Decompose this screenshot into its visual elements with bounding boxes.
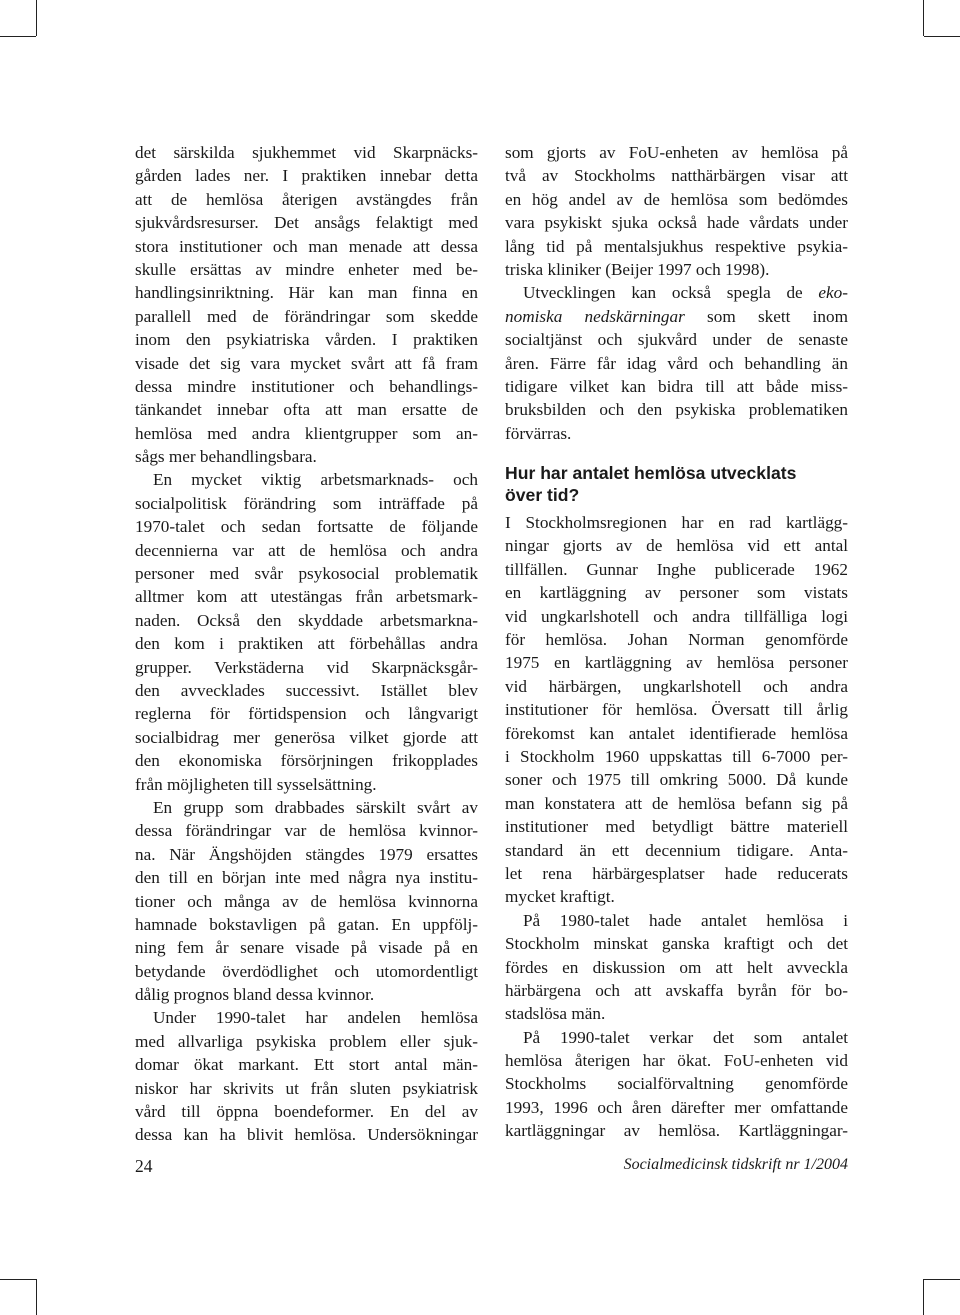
- crop-mark-top-left-v: [36, 0, 37, 36]
- paragraph: [505, 511, 848, 909]
- text-line: parallell med de förändringar som skedde: [135, 306, 478, 326]
- text-line: socialtjänst och sjukvård under de senaste: [505, 330, 848, 350]
- text-line: let rena härbärgesplatser hade reducerats: [505, 863, 848, 883]
- text-line: stadslösa män.: [505, 1004, 606, 1024]
- text-line: dålig prognos bland dessa kvinnor.: [135, 985, 375, 1005]
- text-line: dessa förändringar var de hemlösa kvinnor-: [135, 821, 478, 841]
- text-line: nomiska nedskärningar som skett inom: [505, 306, 848, 326]
- section-heading: [505, 462, 848, 506]
- text-line: vid ungkarlshotell och andra tillfälliga logi: [505, 606, 848, 626]
- text-line: na. När Ängshöjden stängdes 1979 ersattes: [135, 844, 478, 864]
- text-line: En grupp som drabbades särskilt svårt av: [153, 797, 478, 817]
- text-line: handlingsinriktning. Här kan man finna en: [135, 283, 478, 303]
- text-line: Under 1990-talet har andelen hemlösa: [153, 1008, 478, 1028]
- text-line: kartläggningar av hemlösa. Kartläggningar-: [505, 1121, 848, 1141]
- page-number: 24: [135, 1156, 153, 1176]
- text-line: Stockholm minskat ganska kraftigt och det: [505, 934, 848, 954]
- text-line: 1975 en kartläggning av hemlösa personer: [505, 653, 848, 673]
- paragraph: [505, 1026, 848, 1143]
- text-line: skulle ersättas av mindre enheter med be-: [135, 259, 478, 279]
- text-line: socialpolitisk förändring som inträffade på: [135, 493, 478, 513]
- crop-mark-top-right-v: [923, 0, 924, 36]
- text-line: Stockholms socialförvaltning genomförde: [505, 1074, 848, 1094]
- text-line: soner och 1975 till omkring 5000. Då kunde: [505, 770, 848, 790]
- crop-mark-bottom-left-h: [0, 1279, 36, 1280]
- paragraph: [505, 281, 848, 445]
- paragraph: [505, 141, 848, 281]
- crop-mark-top-left-h: [0, 36, 36, 37]
- text-line: sågs mer behandlingsbara.: [135, 447, 317, 467]
- text-line: hemlösa med andra klientgrupper som an-: [135, 423, 478, 443]
- crop-mark-bottom-right-h: [924, 1279, 960, 1280]
- text-line: betydande överdödlighet och utomordentligt: [135, 961, 478, 981]
- heading-line: över tid?: [505, 485, 580, 506]
- text-line: tioner och många av de hemlösa kvinnorna: [135, 891, 478, 911]
- heading-line: Hur har antalet hemlösa utvecklats: [505, 463, 797, 484]
- text-line: hemlösa återigen har ökat. FoU-enheten vid: [505, 1051, 848, 1071]
- paragraph: [135, 796, 478, 1007]
- text-line: hamnade bokstavligen på gatan. En uppfölj-: [135, 914, 478, 934]
- paragraph: [135, 468, 478, 795]
- text-line: dessa mindre institutioner och behandlings-: [135, 376, 478, 396]
- text-line: triska kliniker (Beijer 1997 och 1998).: [505, 259, 770, 279]
- text-line: institutioner för hemlösa. Översatt till årlig: [505, 700, 848, 720]
- crop-mark-bottom-left-v: [36, 1279, 37, 1315]
- left-column: [135, 141, 478, 1147]
- text-line: att de hemlösa återigen avstängdes från: [135, 189, 478, 209]
- text-line: i Stockholm 1960 uppskattas till 6-7000 per-: [505, 746, 848, 766]
- text-line: den till en början inte med några nya institu-: [135, 868, 478, 888]
- text-line: visade det sig vara mycket svårt att få fram: [135, 353, 478, 373]
- right-column: [505, 141, 848, 1143]
- text-line: med allvarliga psykiska problem eller sjuk-: [135, 1031, 478, 1051]
- text-line: 1970-talet och sedan fortsatte de följande: [135, 517, 478, 537]
- text-line: institutioner med betydligt bättre materiell: [505, 817, 848, 837]
- text-line: man konstatera att de hemlösa befann sig på: [505, 793, 848, 813]
- text-line: mycket kraftigt.: [505, 887, 615, 907]
- text-line: det särskilda sjukhemmet vid Skarpnäcks-: [135, 143, 478, 162]
- text-line: grupper. Verkstäderna vid Skarpnäcksgår-: [135, 657, 478, 677]
- crop-mark-bottom-right-v: [923, 1279, 924, 1315]
- text-line: för hemlösa. Johan Norman genomförde: [505, 630, 848, 650]
- text-line: alltmer kom att utestängas från arbetsmark-: [135, 587, 478, 607]
- text-line: dessa kan ha blivit hemlösa. Undersökningar: [135, 1125, 478, 1145]
- paragraph: [505, 909, 848, 1026]
- text-line: tillfällen. Gunnar Inghe publicerade 1962: [505, 559, 848, 579]
- text-line: förvärras.: [505, 423, 572, 443]
- crop-mark-top-right-h: [924, 36, 960, 37]
- text-line: standard än ett decennium tidigare. Anta-: [505, 840, 848, 860]
- text-line: tänkandet innebar ofta att man ersatte de: [135, 400, 478, 420]
- paragraph: [135, 1006, 478, 1146]
- text-line: 1993, 1996 och åren därefter mer omfattande: [505, 1097, 848, 1117]
- text-line: en hög andel av de hemlösa som bedömdes: [505, 189, 848, 209]
- text-line: naden. Också den skyddade arbetsmarkna-: [135, 610, 478, 630]
- paragraph: [135, 141, 478, 468]
- text-line: En mycket viktig arbetsmarknads- och: [153, 470, 478, 490]
- text-line: den kom i praktiken att förbehållas andra: [135, 634, 478, 654]
- text-line: från möjligheten till sysselsättning.: [135, 774, 377, 794]
- text-line: personer med svår psykosocial problematik: [135, 564, 478, 584]
- text-line: fördes en diskussion om att helt avveckla: [505, 957, 848, 977]
- text-line: åren. Färre får idag vård och behandling än: [505, 353, 848, 373]
- text-line: socialbidrag mer generösa vilket gjorde att: [135, 727, 478, 747]
- text-line: härbärgena och att avskaffa byrån för bo-: [505, 980, 848, 1000]
- text-line: lång tid på mentalsjukhus respektive psykia-: [505, 236, 848, 256]
- text-line: två av Stockholms natthärbärgen visar att: [505, 166, 848, 186]
- text-line: I Stockholmsregionen har en rad kartlägg-: [505, 513, 848, 533]
- text-line: Utvecklingen kan också spegla de eko-: [523, 283, 848, 303]
- text-line: den avvecklades successivt. Istället blev: [135, 680, 478, 700]
- text-line: förekomst kan antalet identifierade hemlösa: [505, 723, 848, 743]
- text-line: ningar gjorts av de hemlösa vid ett antal: [505, 536, 848, 556]
- text-line: inom den psykiatriska vården. I praktiken: [135, 330, 478, 350]
- text-line: På 1990-talet verkar det som antalet: [523, 1027, 848, 1047]
- text-line: niskor har skrivits ut från sluten psykiatrisk: [135, 1078, 478, 1098]
- text-line: bruksbilden och den psykiska problematiken: [505, 400, 848, 420]
- text-line: ning fem år senare visade på visade på en: [135, 938, 478, 958]
- text-line: vård till öppna boendeformer. En del av: [135, 1102, 478, 1122]
- text-line: vara psykiskt sjuka också hade vårdats under: [505, 213, 848, 233]
- text-line: vid härbärgen, ungkarlshotell och andra: [505, 676, 848, 696]
- text-line: som gjorts av FoU-enheten av hemlösa på: [505, 143, 848, 162]
- journal-footer: Socialmedicinsk tidskrift nr 1/2004: [623, 1156, 848, 1173]
- text-line: domar ökat markant. Ett stort antal män-: [135, 1055, 478, 1075]
- text-line: gården lades ner. I praktiken innebar detta: [135, 166, 478, 186]
- text-line: decennierna var att de hemlösa och andra: [135, 540, 478, 560]
- text-line: stora institutioner och man menade att dessa: [135, 236, 478, 256]
- text-line: tidigare vilket kan bidra till att både miss-: [505, 376, 848, 396]
- text-line: reglerna för förtidspension och långvarigt: [135, 704, 478, 724]
- text-line: På 1980-talet hade antalet hemlösa i: [523, 910, 848, 930]
- text-line: en kartläggning av personer som vistats: [505, 583, 848, 603]
- text-line: sjukvårdsresurser. Det ansågs felaktigt med: [135, 213, 478, 233]
- text-line: den ekonomiska försörjningen frikopplades: [135, 751, 478, 771]
